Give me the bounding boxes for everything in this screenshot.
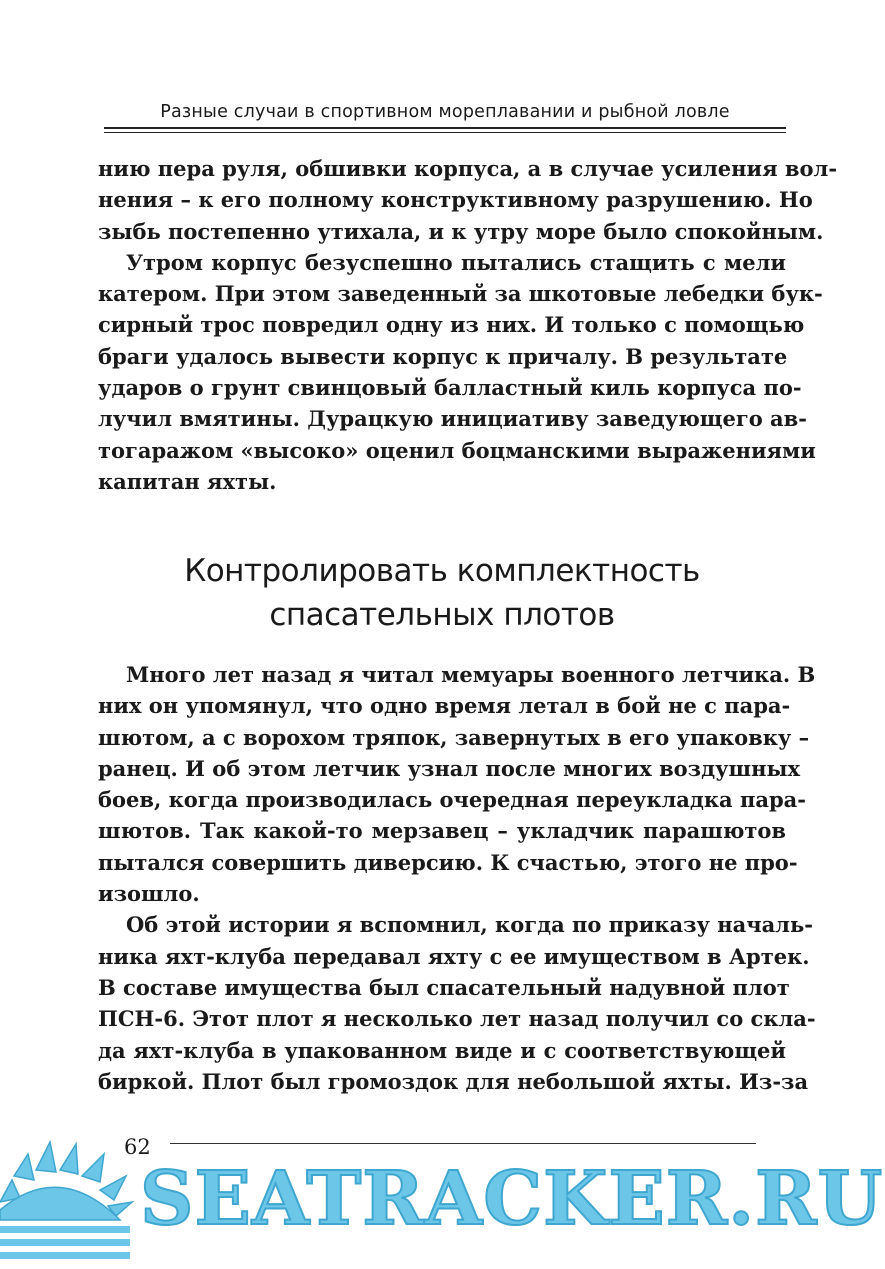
text-line: ника яхт-клуба передавал яхту с ее имуществом в Артек. <box>98 943 810 969</box>
paragraph <box>98 909 816 1097</box>
section-heading-line: Контролировать комплектность <box>184 553 700 589</box>
text-line: зыбь постепенно утихала, и к утру море было спокойным. <box>98 218 824 244</box>
text-line: нию пера руля, обшивки корпуса, а в случае усиления вол- <box>98 156 838 181</box>
text-line: катером. При этом заведенный за шкотовые лебедки бук- <box>98 281 823 307</box>
waves-icon <box>0 1226 130 1259</box>
text-line: изошло. <box>98 881 200 907</box>
page-number: 62 <box>124 1135 151 1159</box>
text-line: Об этой истории я вспомнил, когда по приказу началь- <box>126 912 813 938</box>
text-line: ранец. И об этом летчик узнал после многих воздушных <box>98 755 801 781</box>
text-block-bottom <box>98 659 816 1097</box>
text-line: тогаражом «высоко» оценил боцманскими выражениями <box>98 437 816 463</box>
header-rule-thick <box>104 127 786 129</box>
text-line: В составе имущества был спасательный надувной плот <box>98 974 790 1000</box>
text-line: боев, когда производилась очередная переукладка пара- <box>98 787 806 813</box>
watermark-text: SEATRACKER.RU <box>140 1156 884 1242</box>
text-line: биркой. Плот был громоздок для небольшой яхты. Из-за <box>98 1068 809 1094</box>
text-block-top <box>98 153 838 497</box>
text-line: сирный трос повредил одну из них. И только с помощью <box>98 312 805 338</box>
text-line: нения – к его полному конструктивному разрушению. Но <box>98 187 813 213</box>
running-head: Разные случаи в спортивном мореплавании и рыбной ловле <box>160 102 730 122</box>
paragraph <box>98 659 816 909</box>
text-line: да яхт-клуба в упакованном виде и с соответствующей <box>98 1037 786 1063</box>
text-line: капитан яхты. <box>98 468 277 494</box>
section-heading <box>98 549 786 637</box>
text-line: Утром корпус безуспешно пытались стащить с мели <box>126 249 786 275</box>
text-line: ПСН-6. Этот плот я несколько лет назад получил со скла- <box>98 1006 816 1032</box>
text-line: лучил вмятины. Дурацкую инициативу заведующего ав- <box>98 406 807 432</box>
paragraph <box>98 247 823 497</box>
header-rule-thin <box>104 132 786 133</box>
text-line: браги удалось вывести корпус к причалу. В результате <box>98 343 788 369</box>
section-heading-line: спасательных плотов <box>269 597 615 633</box>
text-line: шютов. Так какой-то мерзавец – укладчик парашютов <box>98 818 786 844</box>
paragraph-continuation <box>98 153 838 247</box>
text-line: шютом, а с ворохом тряпок, завернутых в его упаковку – <box>98 724 810 750</box>
text-line: пытался совершить диверсию. К счастью, этого не про- <box>98 849 798 875</box>
text-line: Много лет назад я читал мемуары военного летчика. В <box>126 662 816 687</box>
text-line: ударов о грунт свинцовый балластный киль корпуса по- <box>98 375 802 401</box>
text-line: них он упомянул, что одно время летал в бой не с пара- <box>98 693 791 719</box>
sun-rays-icon <box>0 1142 132 1220</box>
